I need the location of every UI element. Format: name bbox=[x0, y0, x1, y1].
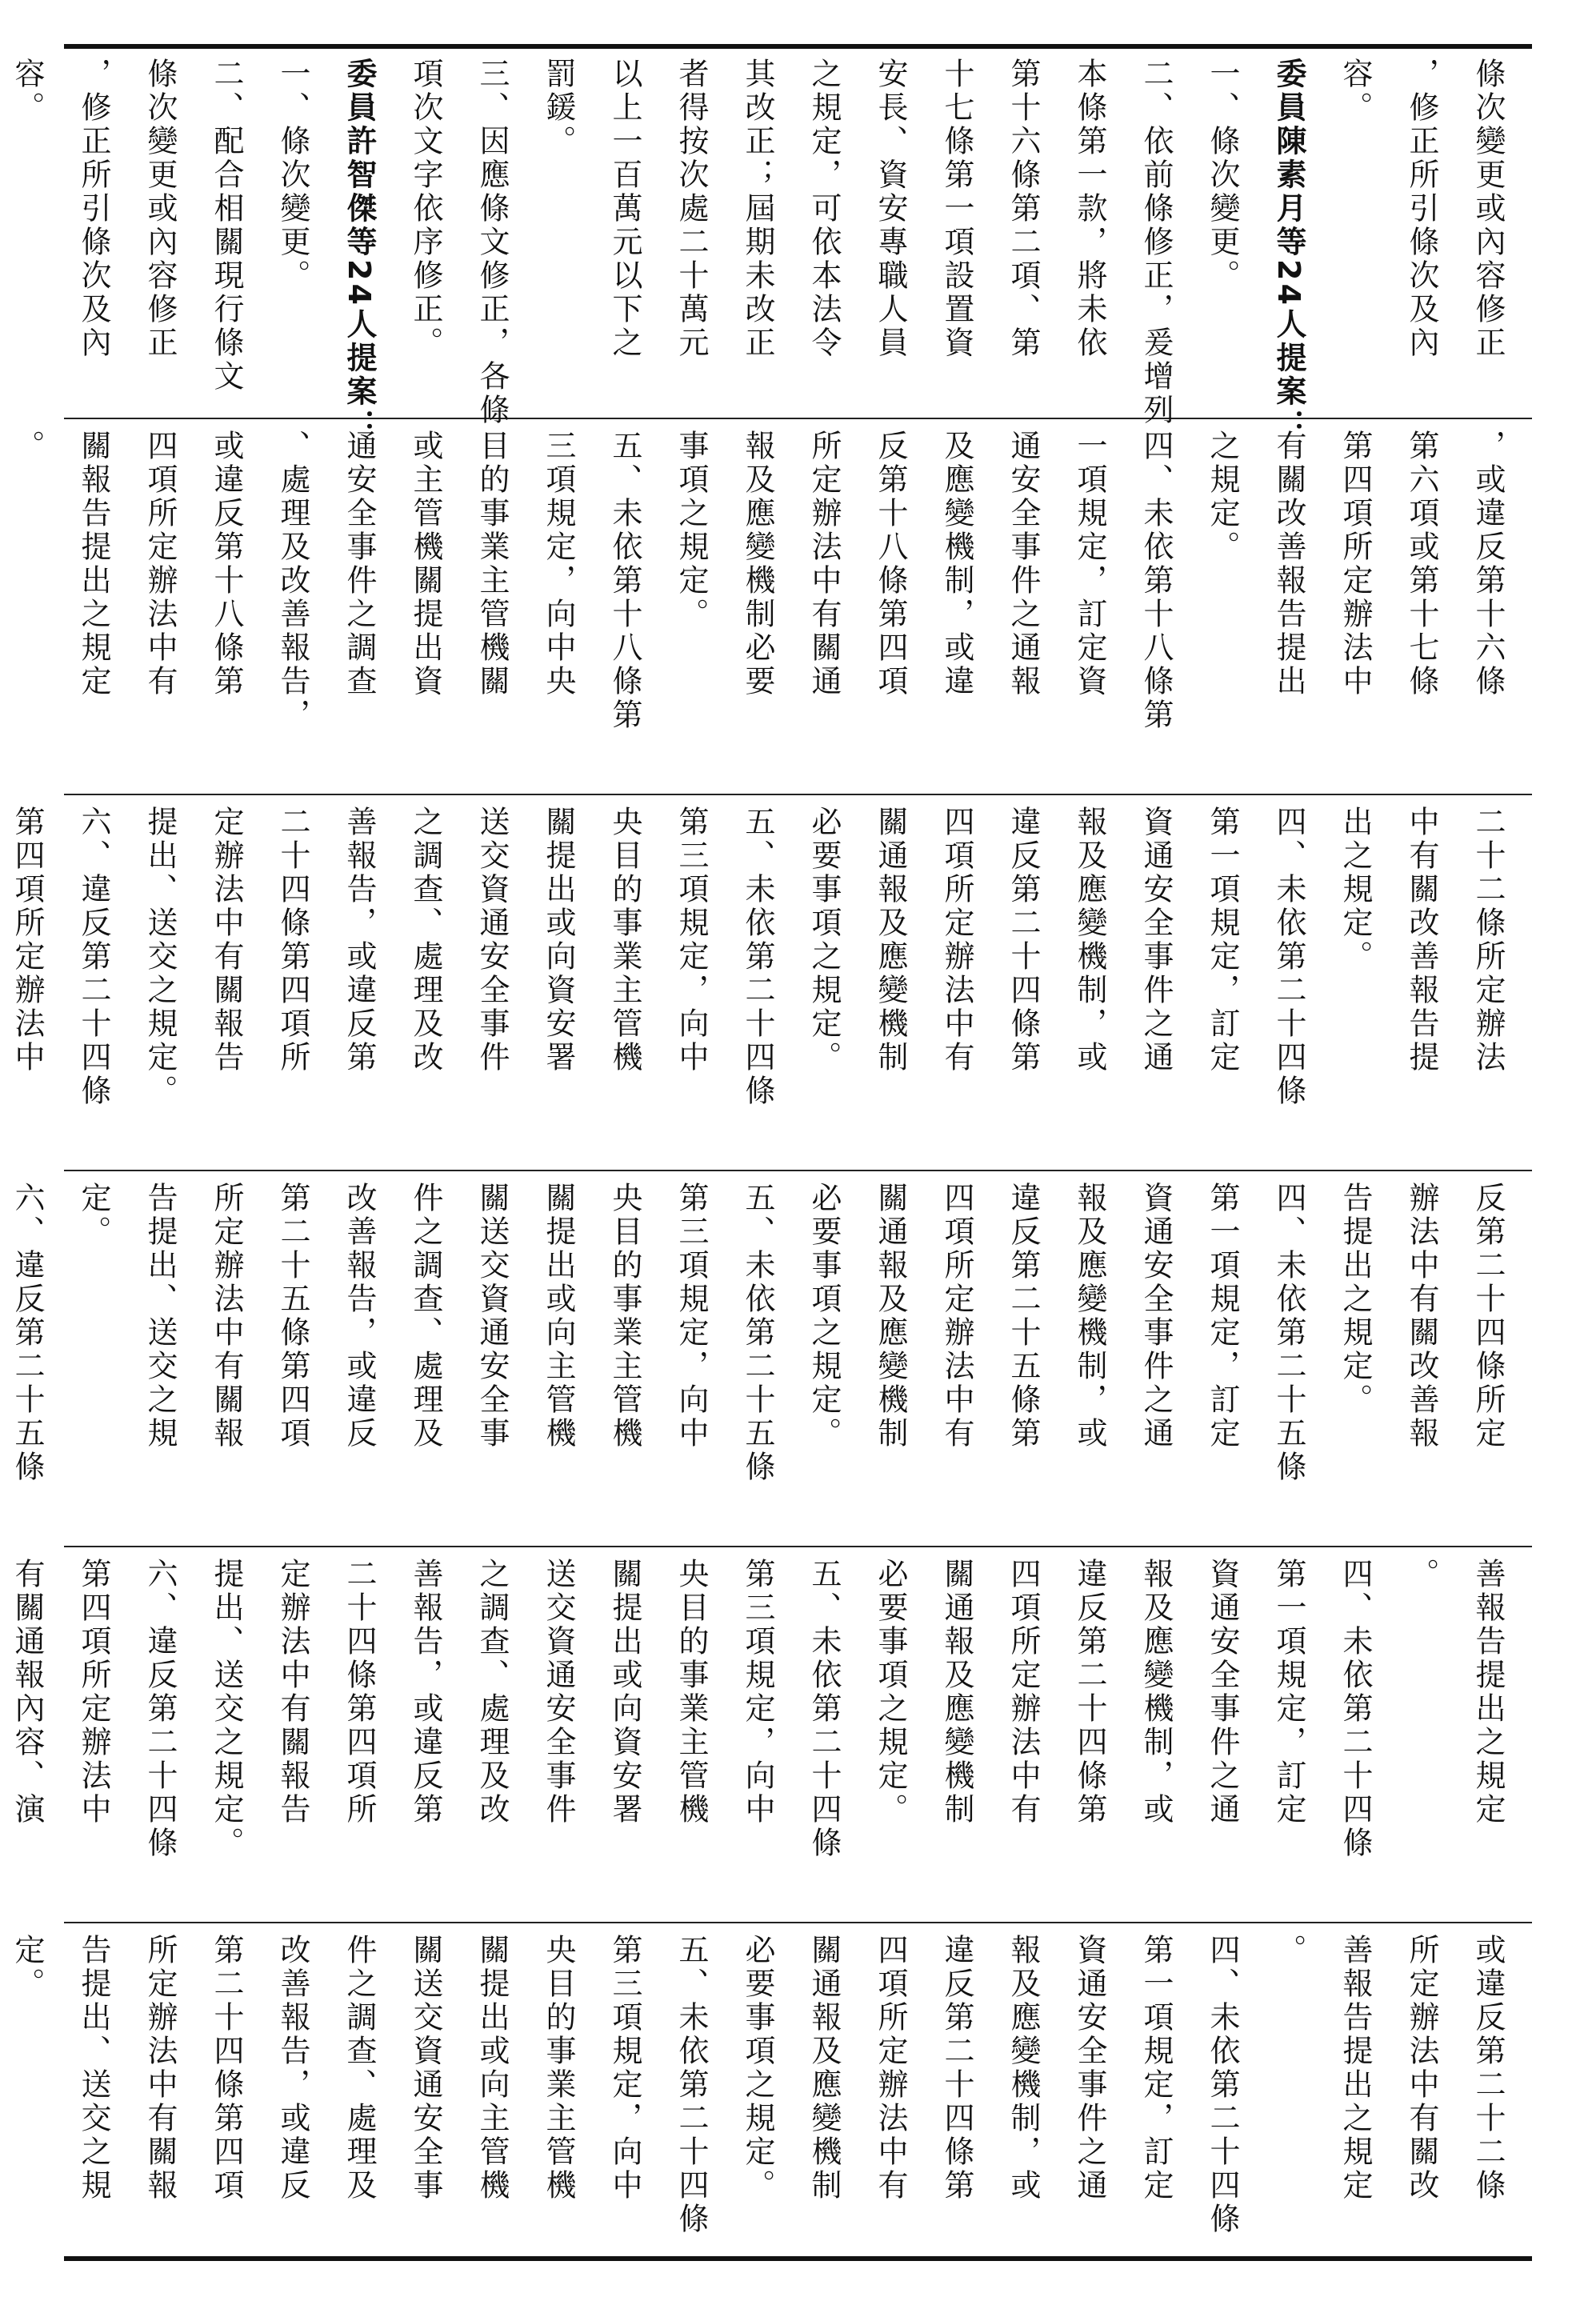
text-line: 改善報告，或違反 bbox=[342, 1182, 377, 1451]
text-line: 六、違反第二十四條 bbox=[76, 806, 111, 1108]
text-line: 必要事項之規定。 bbox=[740, 1934, 775, 2203]
text-line: 違反第二十四條第 bbox=[1006, 806, 1041, 1074]
text-line: 六、違反第二十四條 bbox=[142, 1558, 178, 1860]
text-line: 關送交資通安全事 bbox=[474, 1182, 510, 1451]
text-line: 關通報及應變機制 bbox=[806, 1934, 842, 2203]
text-line: 善報告提出之規定 bbox=[1470, 1558, 1506, 1827]
text-line: 第一項規定，訂定 bbox=[1205, 1182, 1240, 1451]
text-line: 一項規定，訂定資 bbox=[1072, 430, 1107, 698]
text-line: ，修正所引條次及內 bbox=[1404, 58, 1439, 360]
text-line: 四、未依第二十四條 bbox=[1205, 1934, 1240, 2236]
text-line: 所定辦法中有關報 bbox=[142, 1934, 178, 2203]
text-line: 四項所定辦法中有 bbox=[142, 430, 178, 698]
text-line: 容。 bbox=[10, 58, 45, 125]
text-line: 關通報及應變機制 bbox=[873, 1182, 908, 1451]
text-line: 違反第二十五條第 bbox=[1006, 1182, 1041, 1451]
text-line: 有關通報內容、演 bbox=[10, 1558, 45, 1827]
table-column-band bbox=[10, 1558, 1532, 1910]
text-line: 項次文字依序修正。 bbox=[408, 58, 443, 360]
column-separator bbox=[64, 1170, 1532, 1171]
text-line: 違反第二十四條第 bbox=[939, 1934, 974, 2203]
text-line: 五、未依第二十五條 bbox=[740, 1182, 775, 1484]
text-line: 送交資通安全事件 bbox=[474, 806, 510, 1074]
text-line: 罰鍰。 bbox=[541, 58, 576, 158]
text-line: 關送交資通安全事 bbox=[408, 1934, 443, 2203]
text-line: 定辦法中有關報告 bbox=[209, 806, 244, 1074]
text-line: 違反第二十四條第 bbox=[1072, 1558, 1107, 1827]
table-column-band bbox=[10, 806, 1532, 1158]
text-line: 善報告提出之規定 bbox=[1338, 1934, 1373, 2203]
text-line: 第一項規定，訂定 bbox=[1271, 1558, 1306, 1827]
text-line: 第四項所定辦法中 bbox=[1338, 430, 1373, 698]
text-line: 四、未依第二十四條 bbox=[1271, 806, 1306, 1108]
text-line: 告提出、送交之規 bbox=[142, 1182, 178, 1451]
text-line: 反第十八條第四項 bbox=[873, 430, 908, 698]
text-line: 四、未依第十八條第 bbox=[1138, 430, 1174, 732]
text-line: 五、未依第二十四條 bbox=[740, 806, 775, 1108]
text-line: 第二十五條第四項 bbox=[275, 1182, 310, 1451]
text-line: 央目的事業主管機 bbox=[607, 1182, 642, 1451]
text-line: 第一項規定，訂定 bbox=[1138, 1934, 1174, 2203]
text-line: 二、依前條修正，爰增列 bbox=[1138, 58, 1174, 427]
text-line: 第三項規定，向中 bbox=[674, 1182, 709, 1451]
text-line: 事項之規定。 bbox=[674, 430, 709, 631]
text-line: 。 bbox=[10, 430, 45, 463]
text-line: 所定辦法中有關報 bbox=[209, 1182, 244, 1451]
text-line: 二十四條第四項所 bbox=[342, 1558, 377, 1827]
text-line: 、處理及改善報告， bbox=[275, 430, 310, 732]
text-line: 有關改善報告提出 bbox=[1271, 430, 1306, 698]
text-line: 或違反第二十二條 bbox=[1470, 1934, 1506, 2203]
text-line: 善報告，或違反第 bbox=[408, 1558, 443, 1827]
text-line: 第四項所定辦法中 bbox=[76, 1558, 111, 1827]
text-line: 通安全事件之通報 bbox=[1006, 430, 1041, 698]
text-line: 中有關改善報告提 bbox=[1404, 806, 1439, 1074]
text-line: 五、未依第二十四條 bbox=[806, 1558, 842, 1860]
text-line: 資通安全事件之通 bbox=[1205, 1558, 1240, 1827]
column-separator bbox=[64, 1546, 1532, 1547]
text-line: 其改正；屆期未改正 bbox=[740, 58, 775, 360]
text-line: 關報告提出之規定 bbox=[76, 430, 111, 698]
text-line: 報及應變機制必要 bbox=[740, 430, 775, 698]
text-line: 件之調查、處理及 bbox=[342, 1934, 377, 2203]
text-line: 關提出或向主管機 bbox=[541, 1182, 576, 1451]
text-line: 四、未依第二十五條 bbox=[1271, 1182, 1306, 1484]
text-line: 提出、送交之規定。 bbox=[142, 806, 178, 1108]
text-line: 改善報告，或違反 bbox=[275, 1934, 310, 2203]
text-line: ，或違反第十六條 bbox=[1470, 430, 1506, 698]
text-line: 定。 bbox=[76, 1182, 111, 1249]
text-line: 之規定。 bbox=[1205, 430, 1240, 564]
text-line: ，修正所引條次及內 bbox=[76, 58, 111, 360]
text-line: 一、條次變更。 bbox=[275, 58, 310, 293]
text-line: 報及應變機制，或 bbox=[1072, 806, 1107, 1074]
text-line: 五、未依第十八條第 bbox=[607, 430, 642, 732]
text-line: 之規定，可依本法令 bbox=[806, 58, 842, 360]
top-rule bbox=[64, 44, 1532, 49]
text-line: 。 bbox=[1271, 1934, 1306, 1967]
text-line: 關提出或向資安署 bbox=[607, 1558, 642, 1827]
text-line: 必要事項之規定。 bbox=[806, 806, 842, 1074]
text-line: 第三項規定，向中 bbox=[607, 1934, 642, 2203]
text-line: 提出、送交之規定。 bbox=[209, 1558, 244, 1860]
text-line: 關提出或向資安署 bbox=[541, 806, 576, 1074]
text-line: 委員陳素月等24人提案： bbox=[1271, 58, 1306, 442]
text-line: 五、未依第二十四條 bbox=[674, 1934, 709, 2236]
text-line: 報及應變機制，或 bbox=[1006, 1934, 1041, 2203]
text-line: 三、因應條文修正，各條 bbox=[474, 58, 510, 427]
text-line: 本條第一款，將未依 bbox=[1072, 58, 1107, 360]
text-line: 送交資通安全事件 bbox=[541, 1558, 576, 1827]
text-line: 關通報及應變機制 bbox=[939, 1558, 974, 1827]
text-line: 二十四條第四項所 bbox=[275, 806, 310, 1074]
text-line: 條次變更或內容修正 bbox=[142, 58, 178, 360]
text-line: 四、未依第二十四條 bbox=[1338, 1558, 1373, 1860]
text-line: 之調查、處理及改 bbox=[408, 806, 443, 1074]
text-line: 或違反第十八條第 bbox=[209, 430, 244, 698]
text-line: 者得按次處二十萬元 bbox=[674, 58, 709, 360]
text-line: 安長、資安專職人員 bbox=[873, 58, 908, 360]
text-line: 。 bbox=[1404, 1558, 1439, 1591]
text-line: 二十二條所定辦法 bbox=[1470, 806, 1506, 1074]
text-line: 容。 bbox=[1338, 58, 1373, 125]
text-line: 資通安全事件之通 bbox=[1138, 1182, 1174, 1451]
text-line: 第二十四條第四項 bbox=[209, 1934, 244, 2203]
column-separator bbox=[64, 1922, 1532, 1923]
text-line: 四項所定辦法中有 bbox=[939, 806, 974, 1074]
text-line: 目的事業主管機關 bbox=[474, 430, 510, 698]
text-line: 第四項所定辦法中 bbox=[10, 806, 45, 1074]
text-line: 四項所定辦法中有 bbox=[1006, 1558, 1041, 1827]
text-line: 件之調查、處理及 bbox=[408, 1182, 443, 1451]
text-line: 辦法中有關改善報 bbox=[1404, 1182, 1439, 1451]
text-line: 十七條第一項設置資 bbox=[939, 58, 974, 360]
text-line: 之調查、處理及改 bbox=[474, 1558, 510, 1827]
table-column-band bbox=[10, 1934, 1532, 2286]
table-column-band bbox=[10, 430, 1532, 782]
text-line: 第三項規定，向中 bbox=[674, 806, 709, 1074]
text-line: 四項所定辦法中有 bbox=[873, 1934, 908, 2203]
text-line: 必要事項之規定。 bbox=[873, 1558, 908, 1827]
text-line: 央目的事業主管機 bbox=[541, 1934, 576, 2203]
text-line: 出之規定。 bbox=[1338, 806, 1373, 974]
text-line: 定。 bbox=[10, 1934, 45, 2001]
text-line: 第三項規定，向中 bbox=[740, 1558, 775, 1827]
text-line: 通安全事件之調查 bbox=[342, 430, 377, 698]
text-line: 二、配合相關現行條文 bbox=[209, 58, 244, 394]
text-line: 關提出或向主管機 bbox=[474, 1934, 510, 2203]
text-line: 條次變更或內容修正 bbox=[1470, 58, 1506, 360]
text-line: 一、條次變更。 bbox=[1205, 58, 1240, 293]
text-line: 六、違反第二十五條 bbox=[10, 1182, 45, 1484]
text-line: 所定辦法中有關改 bbox=[1404, 1934, 1439, 2203]
text-line: 善報告，或違反第 bbox=[342, 806, 377, 1074]
text-line: 所定辦法中有關通 bbox=[806, 430, 842, 698]
text-line: 報及應變機制，或 bbox=[1072, 1182, 1107, 1451]
text-line: 反第二十四條所定 bbox=[1470, 1182, 1506, 1451]
text-line: 報及應變機制，或 bbox=[1138, 1558, 1174, 1827]
text-line: 必要事項之規定。 bbox=[806, 1182, 842, 1451]
text-line: 及應變機制，或違 bbox=[939, 430, 974, 698]
text-line: 三項規定，向中央 bbox=[541, 430, 576, 698]
table-column-band bbox=[10, 58, 1532, 442]
text-line: 四項所定辦法中有 bbox=[939, 1182, 974, 1451]
text-line: 資通安全事件之通 bbox=[1072, 1934, 1107, 2203]
text-line: 資通安全事件之通 bbox=[1138, 806, 1174, 1074]
table-column-band bbox=[10, 1182, 1532, 1534]
text-line: 關通報及應變機制 bbox=[873, 806, 908, 1074]
text-line: 告提出、送交之規 bbox=[76, 1934, 111, 2203]
text-line: 告提出之規定。 bbox=[1338, 1182, 1373, 1417]
text-line: 第十六條第二項、第 bbox=[1006, 58, 1041, 360]
text-line: 以上一百萬元以下之 bbox=[607, 58, 642, 360]
text-line: 央目的事業主管機 bbox=[607, 806, 642, 1074]
column-separator bbox=[64, 794, 1532, 795]
text-line: 委員許智傑等24人提案： bbox=[342, 58, 377, 442]
text-line: 或主管機關提出資 bbox=[408, 430, 443, 698]
text-line: 定辦法中有關報告 bbox=[275, 1558, 310, 1827]
text-line: 第六項或第十七條 bbox=[1404, 430, 1439, 698]
text-line: 第一項規定，訂定 bbox=[1205, 806, 1240, 1074]
text-line: 央目的事業主管機 bbox=[674, 1558, 709, 1827]
